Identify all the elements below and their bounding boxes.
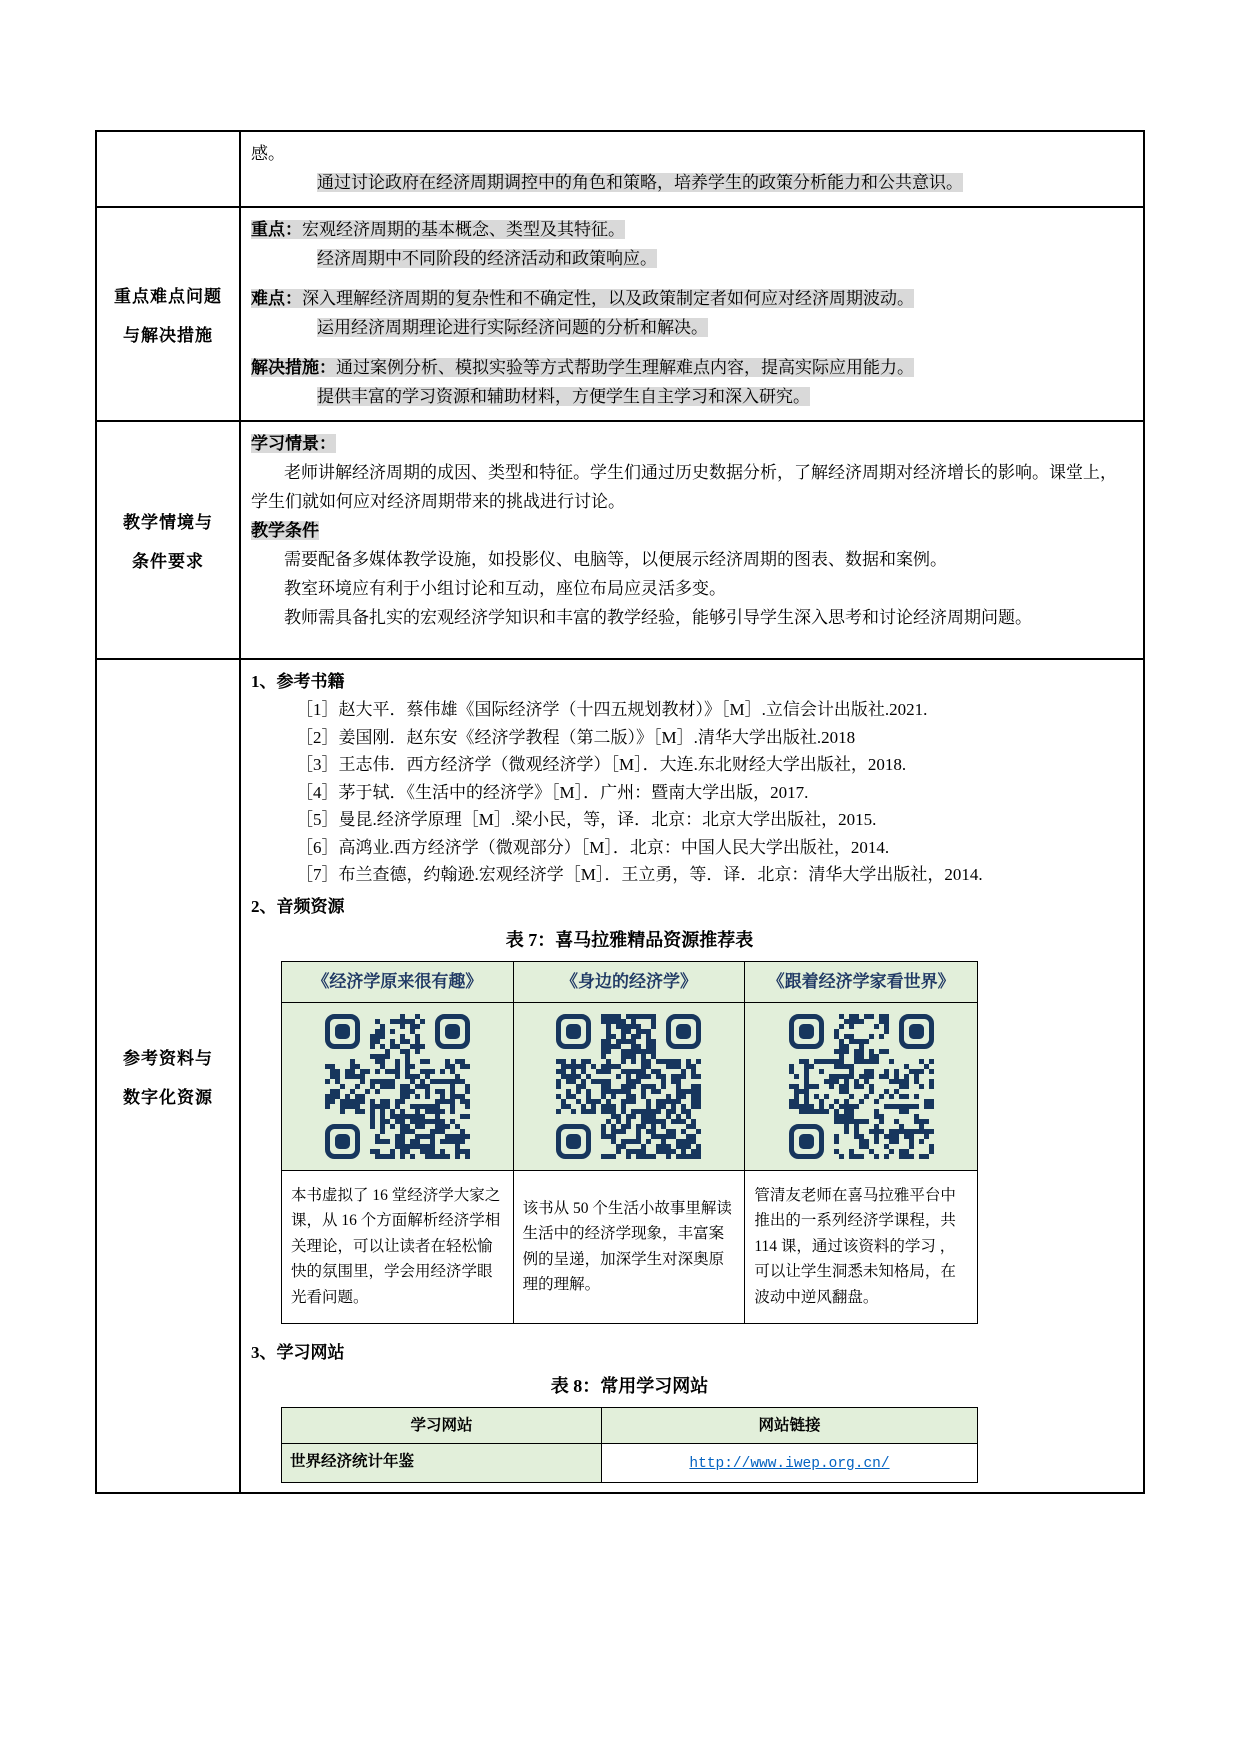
- qr-code-image: [325, 1014, 470, 1159]
- scene-label: 学习情景：: [251, 434, 336, 453]
- solution-item: 提供丰富的学习资源和辅助材料，方便学生自主学习和深入研究。: [317, 387, 810, 406]
- table8-header-row: [282, 1408, 977, 1444]
- row-header-line: 教学情境与: [123, 513, 213, 532]
- book-item: ［7］布兰查德，约翰逊.宏观经济学［M］．王立勇，等．译．北京：清华大学出版社，2014.: [296, 865, 983, 884]
- table7-description-cell: 本书虚拟了 16 堂经济学大家之课，从 16 个方面解析经济学相关理论，可以让读者在轻松愉快的氛围里，学会用经济学眼光看问题。: [282, 1171, 514, 1323]
- table7-qr-cell: [282, 1003, 514, 1171]
- table7-description-cell: 该书从 50 个生活小故事里解读生活中的经济学现象，丰富案例的呈递，加深学生对深奥原理的理解。: [514, 1171, 746, 1323]
- book-item: ［6］高鸿业.西方经济学（微观部分）［M］．北京：中国人民大学出版社，2014.: [296, 837, 890, 857]
- row-header-empty: [97, 132, 241, 206]
- row-header-line: 与解决措施: [123, 326, 213, 345]
- resources-cell: [241, 660, 1143, 1492]
- table-row-resources: [97, 660, 1143, 1492]
- solution-item: 解决措施：通过案例分析、模拟实验等方式帮助学生理解难点内容，提高实际应用能力。: [251, 358, 914, 377]
- table8-header-cell: 网站链接: [602, 1408, 977, 1444]
- paragraph: 通过讨论政府在经济周期调控中的角色和策略，培养学生的政策分析能力和公共意识。: [317, 173, 963, 192]
- condition-item: 教室环境应有利于小组讨论和互动，座位布局应灵活多变。: [284, 579, 726, 598]
- key-point-item: 重点：宏观经济周期的基本概念、类型及其特征。: [251, 220, 625, 239]
- continuation-cell: [241, 132, 1143, 206]
- website-name-cell: 世界经济统计年鉴: [282, 1444, 602, 1482]
- book-list: [251, 696, 1131, 889]
- paragraph: 感。: [251, 144, 285, 163]
- table8-header-cell: 学习网站: [282, 1408, 602, 1444]
- table7-qr-cell: [745, 1003, 977, 1171]
- table7-qr-cell: [514, 1003, 746, 1171]
- row-header-line: 参考资料与: [123, 1048, 213, 1068]
- lesson-plan-table: [95, 130, 1145, 1494]
- table7-qr-row: [282, 1003, 977, 1171]
- table-row-situation: [97, 422, 1143, 660]
- website-link-cell: [602, 1444, 977, 1482]
- book-item: ［5］曼昆.经济学原理［M］.梁小民，等，译．北京：北京大学出版社，2015.: [296, 810, 877, 829]
- qr-code-image: [556, 1014, 701, 1159]
- section-title-books: 1、参考书籍: [251, 672, 345, 691]
- key-point-item: 经济周期中不同阶段的经济活动和政策响应。: [317, 249, 657, 268]
- table-row-key-points: [97, 208, 1143, 422]
- row-header-line: 数字化资源: [123, 1087, 213, 1107]
- qr-code-image: [789, 1014, 934, 1159]
- audio-resource-table: [281, 961, 978, 1324]
- table8-caption: 表 8：常用学习网站: [550, 1375, 709, 1396]
- key-points-cell: [241, 208, 1143, 420]
- website-link[interactable]: http://www.iwep.org.cn/: [689, 1455, 890, 1472]
- row-header-line: 重点难点问题: [114, 287, 222, 306]
- row-header-situation: [97, 422, 241, 658]
- table7-header-cell: 《跟着经济学家看世界》: [745, 962, 977, 1003]
- condition-item: 需要配备多媒体教学设施，如投影仪、电脑等，以便展示经济周期的图表、数据和案例。: [284, 550, 947, 569]
- table7-caption: 表 7：喜马拉雅精品资源推荐表: [505, 929, 754, 950]
- row-header-key-points: [97, 208, 241, 420]
- table7-header-cell: 《身边的经济学》: [514, 962, 746, 1003]
- table7-header-cell: 《经济学原来很有趣》: [282, 962, 514, 1003]
- row-header-line: 条件要求: [132, 552, 204, 571]
- table7-header-row: [282, 962, 977, 1003]
- condition-label: 教学条件: [251, 521, 319, 540]
- scene-text: 老师讲解经济周期的成因、类型和特征。学生们通过历史数据分析，了解经济周期对经济增长的影响。课堂上，学生们就如何应对经济周期带来的挑战进行讨论。: [251, 463, 1117, 511]
- book-item: ［1］赵大平．蔡伟雄《国际经济学（十四五规划教材）》［M］.立信会计出版社.2021.: [296, 700, 928, 719]
- table7-description-row: [282, 1171, 977, 1323]
- table-row-continuation: [97, 132, 1143, 208]
- table7-description-cell: 管清友老师在喜马拉雅平台中推出的一系列经济学课程，共 114 课，通过该资料的学习 ，可以让学生洞悉未知格局，在波动中逆风翻盘。: [745, 1171, 977, 1323]
- situation-cell: [241, 422, 1143, 658]
- row-header-resources: [97, 660, 241, 1492]
- difficulty-item: 运用经济周期理论进行实际经济问题的分析和解决。: [317, 318, 708, 337]
- book-item: ［3］王志伟．西方经济学（微观经济学）［M］．大连.东北财经大学出版社，2018.: [296, 755, 907, 774]
- section-title-audio: 2、音频资源: [251, 896, 345, 916]
- condition-item: 教师需具备扎实的宏观经济学知识和丰富的教学经验，能够引导学生深入思考和讨论经济周期问题。: [284, 608, 1032, 627]
- difficulty-item: 难点：深入理解经济周期的复杂性和不确定性，以及政策制定者如何应对经济周期波动。: [251, 289, 914, 308]
- book-item: ［2］姜国刚．赵东安《经济学教程（第二版）》［M］.清华大学出版社.2018: [296, 727, 856, 747]
- section-title-websites: 3、学习网站: [251, 1342, 345, 1362]
- website-table: [281, 1407, 978, 1483]
- table8-data-row: [282, 1444, 977, 1482]
- book-item: ［4］茅于轼．《生活中的经济学》［M］．广州：暨南大学出版，2017.: [296, 782, 809, 802]
